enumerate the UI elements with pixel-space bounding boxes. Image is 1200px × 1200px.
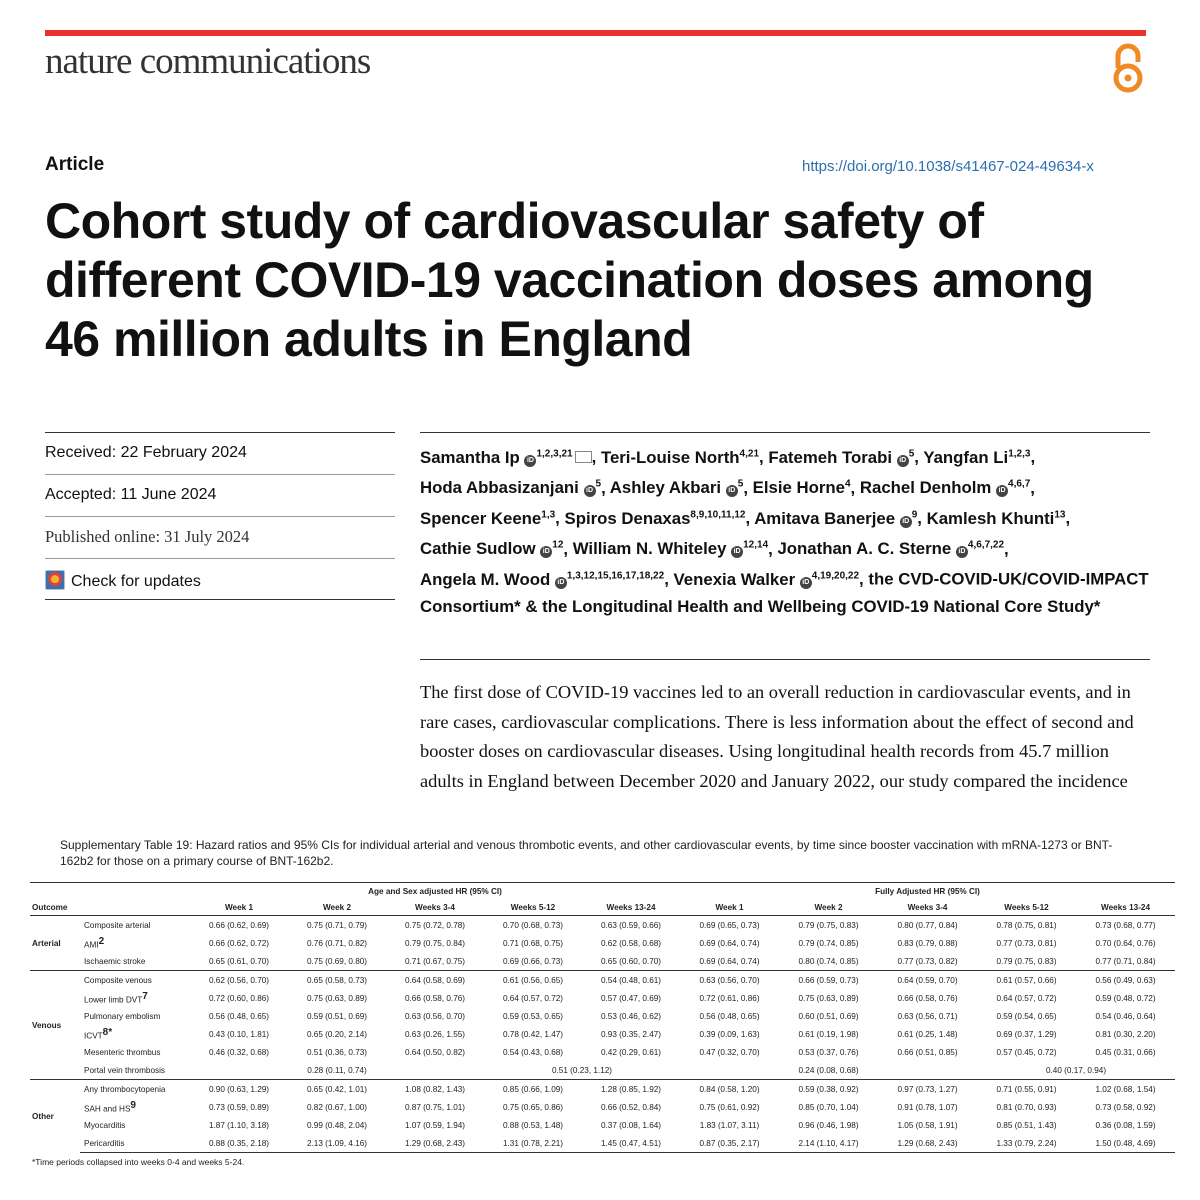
outcome-label — [80, 916, 190, 935]
author-name[interactable] — [610, 478, 744, 497]
table-row — [30, 1061, 1175, 1080]
table-cell: 0.54 (0.46, 0.64) — [1095, 1011, 1156, 1021]
author-name-text: Angela M. Wood — [420, 569, 551, 589]
orcid-icon[interactable]: iD — [956, 546, 968, 558]
outcome-text: Composite venous — [84, 975, 152, 985]
outcome-label — [80, 1061, 190, 1080]
table-cell: 0.76 (0.71, 0.82) — [306, 938, 368, 948]
orcid-icon[interactable]: iD — [524, 455, 536, 467]
table-cell: 0.66 (0.62, 0.69) — [208, 920, 270, 930]
table-cell: 0.64 (0.57, 0.72) — [996, 993, 1057, 1003]
table-cell: 0.97 (0.73, 1.27) — [878, 1080, 977, 1099]
table-cell: 0.85 (0.51, 1.43) — [996, 1120, 1057, 1130]
table-cell: 0.66 (0.52, 0.84) — [600, 1102, 662, 1112]
article-title: Cohort study of cardiovascular safety of different COVID-19 vaccination doses among 46 million adults in England — [45, 193, 1094, 367]
author-name-text: Jonathan A. C. Sterne — [777, 539, 952, 559]
table-cell: 0.66 (0.62, 0.72) — [208, 938, 270, 948]
table-cell: 0.79 (0.75, 0.84) — [404, 938, 466, 948]
author-name-text: Spiros Denaxas — [564, 508, 691, 528]
table-cell: 0.61 (0.57, 0.66) — [977, 971, 1076, 990]
table-row — [30, 1134, 1175, 1153]
outcome-label — [80, 1116, 190, 1134]
table-cell: 0.73 (0.58, 0.92) — [1095, 1102, 1156, 1112]
author-name-text: Cathie Sudlow — [420, 539, 536, 559]
table-cell: 0.99 (0.48, 2.04) — [306, 1120, 368, 1130]
table-cell: 1.33 (0.79, 2.24) — [977, 1134, 1076, 1153]
table-cell: 0.79 (0.75, 0.83) — [996, 956, 1057, 966]
table-cell: 0.65 (0.61, 0.70) — [208, 956, 270, 966]
author-name-text: Venexia Walker — [673, 569, 796, 589]
divider — [45, 432, 395, 433]
outcome-label — [80, 971, 190, 990]
journal-top-bar — [45, 30, 1146, 36]
table-cell: 1.08 (0.82, 1.43) — [386, 1080, 484, 1099]
table-cell: 0.84 (0.58, 1.20) — [680, 1080, 779, 1099]
table-cell: 0.54 (0.48, 0.61) — [582, 971, 680, 990]
table-cell: 0.53 (0.37, 0.76) — [798, 1047, 859, 1057]
outcome-label — [80, 1025, 190, 1043]
table-cell: 0.85 (0.66, 1.09) — [484, 1080, 582, 1099]
column-header: Week 2 — [288, 899, 386, 916]
table-row — [30, 1080, 1175, 1099]
outcome-text: AMI — [84, 940, 99, 950]
check-updates-icon — [45, 570, 65, 590]
table-cell: 0.59 (0.51, 0.69) — [306, 1011, 368, 1021]
table-cell-collapsed: 0.51 (0.23, 1.12) — [551, 1065, 613, 1075]
table-cell: 0.63 (0.56, 0.71) — [897, 1011, 958, 1021]
author-name-text: Amitava Banerjee — [754, 508, 896, 528]
orcid-icon[interactable]: iD — [555, 577, 567, 589]
table-cell: 1.02 (0.68, 1.54) — [1076, 1080, 1175, 1099]
doi-link[interactable]: https://doi.org/10.1038/s41467-024-49634-x — [802, 158, 1094, 175]
author-name-text: Yangfan Li — [923, 447, 1009, 467]
hazard-ratio-table — [30, 882, 1175, 1153]
divider — [45, 558, 395, 559]
table-cell-collapsed: 0.28 (0.11, 0.74) — [307, 1065, 367, 1075]
author-name[interactable] — [420, 448, 592, 467]
outcome-text: Mesenteric thrombus — [84, 1047, 161, 1057]
author-affiliation: 4,21 — [739, 448, 760, 459]
table-cell: 1.29 (0.68, 2.43) — [878, 1134, 977, 1153]
table-cell: 0.70 (0.64, 0.76) — [1095, 938, 1156, 948]
author-list: Samantha Ip iD$^{1,2,3,21}$ , Teri-Louise North$^{4,21}$, Fatemeh Torabi $iD^5$, Yangfan Li$^{1,2,3}$, Hoda Abbasizanjani $iD^5$, Ashley Akbari $iD^5$, Elsie Horne$^4$, Rachel Denholm iD$^{4,6,7}$, Spencer Keene$^{1,3}$, Spiros Denaxas$^{8,9,10,11,12}$, Amitava Banerjee $iD^9$, Kamlesh Khunti$^{13}$, Cathie Sudlow $iD^{12}$, William N. Whiteley iD$^{12,14}$, Jonathan A. C. Sterne iD$^{4,6,7,22}$, Angela M. Wood iD$^{1,3,12,15,16,17,18,22}$, Venexia Walker iD$^{4,19,20,22}$, the CVD-COVID-UK/COVID-IMPACT Consortium* & the Longitudinal Health and Wellbeing COVID-19 National Core Study* — [420, 447, 1149, 616]
author-name[interactable] — [420, 509, 555, 528]
author-name[interactable] — [753, 478, 851, 497]
table-row — [30, 952, 1175, 971]
author-name-text: Hoda Abbasizanjani — [420, 478, 579, 498]
table-cell: 0.78 (0.75, 0.81) — [996, 920, 1057, 930]
table-cell: 2.14 (1.10, 4.17) — [779, 1134, 878, 1153]
table-cell: 0.69 (0.64, 0.74) — [699, 938, 760, 948]
table-cell: 0.64 (0.50, 0.82) — [404, 1047, 466, 1057]
column-header: Weeks 3-4 — [878, 899, 977, 916]
table-cell: 0.59 (0.38, 0.92) — [779, 1080, 878, 1099]
author-affiliation: 13 — [1054, 509, 1066, 521]
outcome-text: Ischaemic stroke — [84, 956, 146, 966]
table-cell: 0.70 (0.68, 0.73) — [502, 920, 564, 930]
table-cell: 0.45 (0.31, 0.66) — [1095, 1047, 1156, 1057]
author-name-text: Elsie Horne — [752, 478, 845, 498]
outcome-label — [80, 952, 190, 971]
table-cell: 0.75 (0.63, 0.89) — [306, 993, 368, 1003]
author-name-text: William N. Whiteley — [572, 539, 727, 559]
outcome-label — [80, 989, 190, 1007]
table-cell: 0.87 (0.35, 2.17) — [680, 1134, 779, 1153]
outcome-label — [80, 1080, 190, 1099]
table-cell: 0.54 (0.43, 0.68) — [502, 1047, 564, 1057]
accepted-date: Accepted: 11 June 2024 — [45, 486, 217, 503]
outcome-label — [80, 1098, 190, 1116]
consortium-names: the CVD-COVID-UK/COVID-IMPACT Consortium* & the Longitudinal Health and Wellbeing COVID-19 National Core Study* — [420, 569, 1149, 616]
table-cell: 0.62 (0.58, 0.68) — [600, 938, 662, 948]
author-affiliation: 4,6,7,22 — [967, 539, 1005, 551]
table-cell: 0.85 (0.70, 1.04) — [798, 1102, 859, 1112]
footnote-marker: 9 — [130, 1100, 136, 1112]
table-row — [30, 1007, 1175, 1025]
table-cell: 0.65 (0.42, 1.01) — [288, 1080, 386, 1099]
table-cell: 0.63 (0.26, 1.55) — [404, 1029, 466, 1039]
table-cell: 0.71 (0.55, 0.91) — [977, 1080, 1076, 1099]
table-cell: 1.87 (1.10, 3.18) — [208, 1120, 270, 1130]
table-cell: 1.07 (0.59, 1.94) — [404, 1120, 466, 1130]
group-label: Other — [30, 1080, 80, 1153]
table-cell: 0.69 (0.66, 0.73) — [502, 956, 564, 966]
table-cell: 0.53 (0.46, 0.62) — [600, 1011, 662, 1021]
column-header: Week 1 — [190, 899, 288, 916]
table-cell: 0.87 (0.75, 1.01) — [404, 1102, 466, 1112]
journal-logo[interactable]: nature communications — [45, 41, 371, 82]
author-name[interactable] — [420, 478, 601, 497]
orcid-icon[interactable]: iD — [897, 455, 909, 467]
divider — [45, 516, 395, 517]
table-footnote: *Time periods collapsed into weeks 0-4 and weeks 5-24. — [32, 1157, 245, 1167]
table-cell: 0.60 (0.51, 0.69) — [798, 1011, 859, 1021]
column-header-row — [30, 899, 1175, 916]
table-cell: 0.59 (0.54, 0.65) — [996, 1011, 1057, 1021]
table-cell: 0.75 (0.65, 0.86) — [502, 1102, 564, 1112]
outcome-text: SAH and HS — [84, 1104, 131, 1114]
divider — [420, 659, 1150, 660]
table-cell: 0.65 (0.60, 0.70) — [600, 956, 662, 966]
table-cell: 0.61 (0.25, 1.48) — [897, 1029, 958, 1039]
column-header: Weeks 13-24 — [582, 899, 680, 916]
table-cell: 0.59 (0.48, 0.72) — [1095, 993, 1156, 1003]
table-cell: 0.71 (0.67, 0.75) — [404, 956, 466, 966]
orcid-icon[interactable]: iD — [731, 546, 743, 558]
table-cell: 0.77 (0.71, 0.84) — [1095, 956, 1156, 966]
table-cell: 0.75 (0.63, 0.89) — [798, 993, 859, 1003]
table-cell: 0.69 (0.37, 1.29) — [996, 1029, 1057, 1039]
author-name-text: Rachel Denholm — [859, 478, 992, 498]
table-cell: 0.64 (0.59, 0.70) — [878, 971, 977, 990]
table-cell: 0.78 (0.42, 1.47) — [502, 1029, 564, 1039]
table-cell: 0.37 (0.08, 1.64) — [600, 1120, 662, 1130]
table-cell: 0.36 (0.08, 1.59) — [1095, 1120, 1156, 1130]
outcome-text: Pulmonary embolism — [84, 1011, 161, 1021]
table-cell: 0.57 (0.45, 0.72) — [996, 1047, 1057, 1057]
table-cell: 0.81 (0.30, 2.20) — [1095, 1029, 1156, 1039]
orcid-icon[interactable]: iD — [900, 516, 912, 528]
table-row — [30, 1098, 1175, 1116]
author-affiliation: 4,19,20,22 — [811, 570, 860, 582]
table-cell: 0.75 (0.69, 0.80) — [306, 956, 368, 966]
author-affiliation: 9 — [911, 509, 918, 521]
outcome-text: Portal vein thrombosis — [84, 1065, 165, 1075]
column-header-outcome: Outcome — [30, 899, 190, 916]
author-name[interactable] — [754, 509, 917, 528]
footnote-marker: 8* — [102, 1027, 113, 1039]
table-cell: 0.66 (0.59, 0.73) — [779, 971, 878, 990]
author-name[interactable] — [923, 448, 1030, 467]
divider — [45, 474, 395, 475]
table-cell: 0.93 (0.35, 2.47) — [600, 1029, 662, 1039]
table-cell: 0.66 (0.51, 0.85) — [897, 1047, 958, 1057]
table-row — [30, 1116, 1175, 1134]
column-header: Week 1 — [680, 899, 779, 916]
outcome-text: Any thrombocytopenia — [84, 1084, 166, 1094]
table-cell: 0.57 (0.47, 0.69) — [600, 993, 662, 1003]
table-cell: 0.42 (0.29, 0.61) — [600, 1047, 662, 1057]
outcome-label — [80, 1134, 190, 1153]
table-cell: 0.61 (0.19, 1.98) — [798, 1029, 859, 1039]
orcid-icon[interactable]: iD — [726, 485, 738, 497]
table-row — [30, 934, 1175, 952]
author-affiliation: 12 — [552, 539, 564, 551]
abstract: The first dose of COVID-19 vaccines led to an overall reduction in cardiovascular events, and in rare cases, cardiovascular complications. There is less information about the effect of second and booster doses on cardiovascular diseases. Using longitudinal health records from 45.7 million adults in England between December 2020 and January 2022, our study compared the incidence — [420, 682, 1134, 791]
article-type-label: Article — [45, 154, 105, 175]
author-affiliation: 1,3 — [541, 509, 556, 521]
author-name[interactable] — [565, 509, 746, 528]
check-updates-label: Check for updates — [71, 573, 201, 590]
table-row — [30, 1043, 1175, 1061]
author-affiliation: 12,14 — [743, 539, 769, 551]
table-row — [30, 1025, 1175, 1043]
author-name[interactable] — [573, 539, 768, 558]
table-cell: 0.39 (0.09, 1.63) — [699, 1029, 760, 1039]
outcome-label — [80, 934, 190, 952]
table-cell: 1.45 (0.47, 4.51) — [582, 1134, 680, 1153]
table-cell: 0.96 (0.46, 1.98) — [798, 1120, 859, 1130]
author-affiliation: 4,6,7 — [1008, 478, 1031, 490]
table-cell: 0.56 (0.49, 0.63) — [1076, 971, 1175, 990]
table-cell: 0.47 (0.32, 0.70) — [699, 1047, 760, 1057]
outcome-text: ICVT — [84, 1031, 103, 1041]
table-cell: 0.80 (0.77, 0.84) — [897, 920, 958, 930]
author-affiliation: 1,2,3,21 — [536, 448, 573, 459]
table-cell: 0.66 (0.58, 0.76) — [404, 993, 466, 1003]
table-caption: Supplementary Table 19: Hazard ratios and 95% CIs for individual arterial and venous thrombotic events, and other cardiovascular events, by time since booster vaccination with mRNA-1273 or BNT-162b2 for those on a primary course of BNT-162b2. — [60, 838, 1113, 868]
author-name[interactable] — [860, 478, 1030, 497]
table-cell: 0.63 (0.59, 0.66) — [600, 920, 662, 930]
received-date: Received: 22 February 2024 — [45, 444, 247, 461]
table-cell: 0.75 (0.61, 0.92) — [699, 1102, 760, 1112]
table-cell: 0.73 (0.59, 0.89) — [208, 1102, 270, 1112]
open-access-icon — [1110, 42, 1146, 103]
outcome-text: Myocarditis — [84, 1120, 126, 1130]
table-cell: 0.81 (0.70, 0.93) — [996, 1102, 1057, 1112]
table-cell: 0.88 (0.53, 1.48) — [502, 1120, 564, 1130]
column-header: Weeks 5-12 — [484, 899, 582, 916]
divider — [420, 432, 1150, 433]
table-cell: 0.71 (0.68, 0.75) — [502, 938, 564, 948]
author-name[interactable] — [420, 539, 563, 558]
table-cell: 0.79 (0.74, 0.85) — [798, 938, 859, 948]
table-cell: 1.83 (1.07, 3.11) — [699, 1120, 760, 1130]
author-name-text: Kamlesh Khunti — [926, 508, 1055, 528]
table-cell: 0.64 (0.57, 0.72) — [502, 993, 564, 1003]
orcid-icon[interactable]: iD — [584, 485, 596, 497]
table-cell: 0.65 (0.20, 2.14) — [306, 1029, 368, 1039]
author-name-text: Samantha Ip — [420, 447, 520, 467]
column-header: Weeks 3-4 — [386, 899, 484, 916]
footnote-marker: 7 — [142, 991, 148, 1003]
orcid-icon[interactable]: iD — [800, 577, 812, 589]
table-cell: 0.80 (0.74, 0.85) — [798, 956, 859, 966]
check-updates-button[interactable] — [45, 570, 201, 591]
table-cell: 1.28 (0.85, 1.92) — [582, 1080, 680, 1099]
table-cell: 0.63 (0.56, 0.70) — [680, 971, 779, 990]
author-affiliation: 5 — [908, 448, 915, 459]
author-name[interactable] — [768, 448, 914, 467]
group-header-fully-adjusted: Fully Adjusted HR (95% CI) — [680, 883, 1175, 900]
table-cell: 0.64 (0.58, 0.69) — [386, 971, 484, 990]
table-cell: 2.13 (1.09, 4.16) — [288, 1134, 386, 1153]
table-cell: 1.31 (0.78, 2.21) — [484, 1134, 582, 1153]
footnote-marker: 2 — [98, 936, 105, 948]
table-cell: 0.59 (0.53, 0.65) — [502, 1011, 564, 1021]
published-date: Published online: 31 July 2024 — [45, 527, 250, 546]
group-header-age-sex: Age and Sex adjusted HR (95% CI) — [190, 883, 680, 900]
orcid-icon[interactable]: iD — [996, 485, 1008, 497]
email-icon[interactable] — [575, 451, 592, 463]
table-cell: 0.73 (0.68, 0.77) — [1095, 920, 1156, 930]
table-cell: 0.72 (0.60, 0.86) — [208, 993, 270, 1003]
author-affiliation: 8,9,10,11,12 — [690, 509, 746, 521]
group-label: Venous — [30, 971, 80, 1080]
column-header: Weeks 5-12 — [977, 899, 1076, 916]
table-cell-collapsed: 0.24 (0.08, 0.68) — [798, 1065, 859, 1075]
author-affiliation: 1,3,12,15,16,17,18,22 — [566, 570, 665, 582]
table-cell: 0.83 (0.79, 0.88) — [897, 938, 958, 948]
author-name-text: Fatemeh Torabi — [768, 447, 893, 467]
table-cell: 0.75 (0.71, 0.79) — [306, 920, 368, 930]
group-label: Arterial — [32, 938, 61, 948]
table-cell: 0.65 (0.58, 0.73) — [288, 971, 386, 990]
orcid-icon[interactable]: iD — [540, 546, 552, 558]
table-cell: 0.63 (0.56, 0.70) — [404, 1011, 466, 1021]
author-name[interactable] — [927, 509, 1066, 528]
outcome-label — [80, 1007, 190, 1025]
author-affiliation: 5 — [595, 478, 602, 490]
table-cell: 0.51 (0.36, 0.73) — [306, 1047, 368, 1057]
table-cell: 0.61 (0.56, 0.65) — [484, 971, 582, 990]
author-name[interactable] — [777, 539, 1004, 558]
table-cell: 0.82 (0.67, 1.00) — [306, 1102, 368, 1112]
table-cell: 0.72 (0.61, 0.86) — [699, 993, 760, 1003]
table-cell: 0.56 (0.48, 0.65) — [699, 1011, 760, 1021]
table-cell: 0.69 (0.64, 0.74) — [699, 956, 760, 966]
author-name[interactable] — [601, 448, 759, 467]
table-cell: 1.05 (0.58, 1.91) — [897, 1120, 958, 1130]
table-row — [30, 916, 1175, 935]
outcome-label — [80, 1043, 190, 1061]
table-cell: 0.43 (0.10, 1.81) — [208, 1029, 270, 1039]
table-cell: 0.79 (0.75, 0.83) — [798, 920, 859, 930]
table-cell: 0.88 (0.35, 2.18) — [190, 1134, 288, 1153]
outcome-text: Composite arterial — [84, 920, 151, 930]
table-cell: 0.69 (0.65, 0.73) — [699, 920, 760, 930]
table-cell: 1.29 (0.68, 2.43) — [386, 1134, 484, 1153]
author-affiliation: 1,2,3 — [1008, 448, 1031, 459]
table-cell: 0.90 (0.63, 1.29) — [190, 1080, 288, 1099]
table-cell: 0.62 (0.56, 0.70) — [190, 971, 288, 990]
author-name[interactable] — [674, 570, 860, 589]
table-cell: 1.50 (0.48, 4.69) — [1076, 1134, 1175, 1153]
table-cell: 0.75 (0.72, 0.78) — [404, 920, 466, 930]
outcome-text: Pericarditis — [84, 1138, 125, 1148]
table-cell: 0.77 (0.73, 0.81) — [996, 938, 1057, 948]
outcome-text: Lower limb DVT — [84, 995, 143, 1005]
table-cell: 0.46 (0.32, 0.68) — [208, 1047, 270, 1057]
divider — [45, 599, 395, 600]
author-name-text: Teri-Louise North — [600, 447, 740, 467]
author-affiliation: 4 — [844, 478, 851, 490]
author-affiliation: 5 — [737, 478, 744, 490]
table-cell: 0.66 (0.58, 0.76) — [897, 993, 958, 1003]
table-cell: 0.56 (0.48, 0.65) — [208, 1011, 270, 1021]
table-row — [30, 989, 1175, 1007]
table-cell: 0.91 (0.78, 1.07) — [897, 1102, 958, 1112]
table-cell-collapsed: 0.40 (0.17, 0.94) — [1045, 1065, 1107, 1075]
author-name-text: Ashley Akbari — [609, 478, 722, 498]
table-cell: 0.77 (0.73, 0.82) — [897, 956, 958, 966]
author-name[interactable] — [420, 570, 664, 589]
column-header: Week 2 — [779, 899, 878, 916]
column-header: Weeks 13-24 — [1076, 899, 1175, 916]
table-row — [30, 971, 1175, 990]
author-name-text: Spencer Keene — [420, 508, 542, 528]
